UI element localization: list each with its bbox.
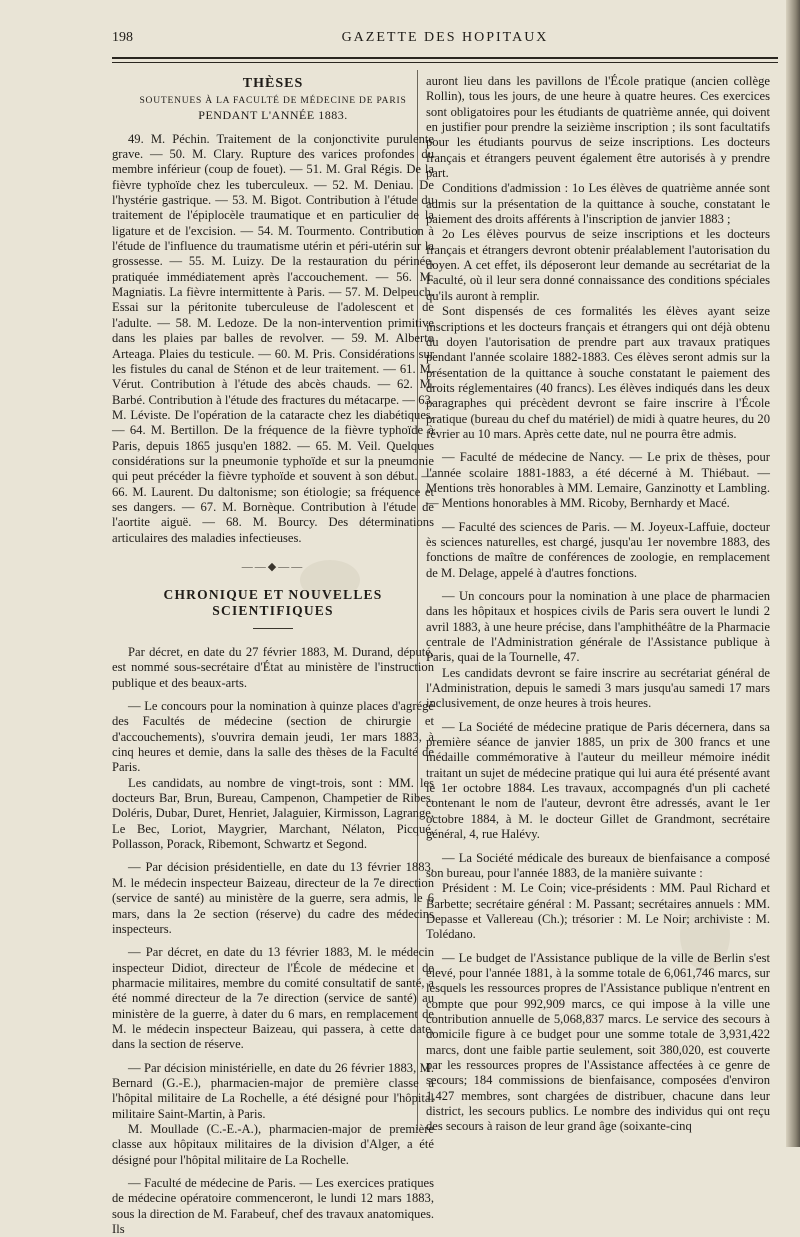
running-title: GAZETTE DES HOPITAUX bbox=[341, 30, 549, 45]
theses-title: THÈSES bbox=[242, 76, 304, 91]
news-paragraph: 2o Les élèves pourvus de seize inscriptions et les docteurs français et étrangers devront obtenir préalablement l'autorisation du doyen. A cet effet, ils déposeront leur demande au secrétariat de la Faculté, où il leur sera donné connaissance des conditions spéciales qu'ils auront à remplir. bbox=[426, 227, 770, 303]
news-paragraph: — Le budget de l'Assistance publique de la ville de Berlin s'est élevé, pour l'année 1881, à la somme totale de 6,061,746 marcs, sur lesquels les ressources propres de l'Assistance publique n'entrent en compte que pour 992,909 marcs, ce qui impose à la ville une contribution annuelle de 5,068,837 marcs. Le service des secours à domicile figure à ce budget pour une somme totale de 3,931,422 marcs, dont une faible partie seulement, soit 380,020, est couverte par les ressources propres de l'Assistance affectées à ce genre de secours; 184 commissions de bienfaisance, composées d'environ 1,427 membres, sont chargées de distribuer, chacune dans leur district, les secours publics. Le nombre des individus qui ont reçu des secours à raison de leur grand âge (soixante-cinq bbox=[426, 950, 770, 1134]
news-paragraph: — Par décision ministérielle, en date du 26 février 1883, M. Bernard (G.-E.), pharmacien-major de première classe à l'hôpital militaire de La Rochelle, a été désigné pour l'hôpital militaire Saint-Martin, à Paris. bbox=[112, 1060, 434, 1121]
news-paragraph: Par décret, en date du 27 février 1883, M. Durand, député, est nommé sous-secrétaire d'État au ministère de l'instruction publique et des beaux-arts. bbox=[112, 645, 434, 690]
theses-subtitle: SOUTENUES À LA FACULTÉ DE MÉDECINE DE PARIS bbox=[139, 96, 407, 107]
news-paragraph: — Le concours pour la nomination à quinze places d'agrégé des Facultés de médecine (section de chirurgie et d'accouchements), s'ouvrira demain jeudi, 1er mars 1883, à cinq heures et demie, dans la salle des thèses de la Faculté de Paris. bbox=[112, 699, 434, 775]
page-number: 198 bbox=[112, 30, 133, 45]
news-paragraph: — Faculté de médecine de Paris. — Les exercices pratiques de médecine opératoire commenceront, le lundi 12 mars 1883, sous la direction de M. Farabeuf, chef des travaux anatomiques. Ils bbox=[112, 1176, 434, 1237]
news-paragraph: Les candidats devront se faire inscrire au secrétariat général de l'Administration, depuis le samedi 3 mars jusqu'au samedi 17 mars inclusivement, de onze heures à trois heures. bbox=[426, 665, 770, 711]
news-paragraph: Conditions d'admission : 1o Les élèves de quatrième année sont admis sur la présentation de la quittance à souche, constatant le paiement des droits afférents à l'inscription de janvier 1883 ; bbox=[426, 181, 770, 227]
left-column bbox=[112, 74, 434, 1237]
news-paragraph: — Un concours pour la nomination à une place de pharmacien dans les hôpitaux et hospices civils de Paris sera ouvert le lundi 2 avril 1883, à une heure précise, dans l'amphithéâtre de la Pharmacie centrale de l'Administration générale de l'Assistance publique à Paris, quai de la Tournelle, 47. bbox=[426, 589, 770, 665]
chronique-title: CHRONIQUE ET NOUVELLES SCIENTIFIQUES bbox=[163, 587, 383, 618]
header-rule-thick bbox=[112, 57, 778, 59]
news-paragraph: — Par décision présidentielle, en date du 13 février 1883, M. le médecin inspecteur Baizeau, directeur de la 7e direction (service de santé) au ministère de la guerre, sera admis, le 6 mars, dans la 2e section (réserve) du cadre des médecins inspecteurs. bbox=[112, 860, 434, 936]
news-paragraph: Sont dispensés de ces formalités les élèves ayant seize inscriptions et les docteurs français et étrangers qui ont déjà obtenu du doyen l'autorisation de prendre part aux travaux pratiques pendant l'année scolaire 1882-1883. Ces élèves seront admis sur la présentation de la quittance à souche constatant le paiement des droits réglementaires (40 francs). Les élèves indiqués dans les deux paragraphes qui précèdent devront se faire inscrire à l'École pratique (bureau du chef du matériel) de midi à quatre heures, du 20 février au 10 mars. Après cette date, nul ne pourra être admis. bbox=[426, 304, 770, 441]
news-paragraph: auront lieu dans les pavillons de l'École pratique (ancien collège Rollin), tous les jours, de une heure à quatre heures. Ces exercices sont obligatoires pour les étudiants de quatrième année, qui doivent en justifier pour prendre la seizième inscription ; ils sont facultatifs pour les étudiants pourvus de seize inscriptions. Les docteurs français et étrangers peuvent également être autorisés à y prendre part. bbox=[426, 74, 770, 181]
section-ornament: ——◆—— bbox=[241, 560, 305, 573]
page-header bbox=[112, 30, 778, 52]
header-rule-thin bbox=[112, 62, 778, 63]
theses-subtitle-year: PENDANT L'ANNÉE 1883. bbox=[198, 108, 348, 123]
news-paragraph: Président : M. Le Coin; vice-présidents : MM. Paul Richard et Barbette; secrétaire général : M. Passant; secrétaires annuels : MM. Depasse et Vallereau (Ch.); trésorier : M. Le Noir; archiviste : M. Tolédano. bbox=[426, 881, 770, 942]
news-paragraph: Les candidats, au nombre de vingt-trois, sont : MM. les docteurs Bar, Brun, Bureau, Campenon, Champetier de Ribes, Doléris, Dubar, Duret, Henriet, Jalaguier, Kirmisson, Lagrange, Le Bec, Loriot, Maygrier, Marchant, Nélaton, Picqué, Pollasson, Porack, Ribemont, Schwartz et Segond. bbox=[112, 775, 434, 852]
right-column bbox=[426, 74, 770, 1135]
news-paragraph: — Faculté de médecine de Nancy. — Le prix de thèses, pour l'année scolaire 1881-1883, a été décerné à M. Thiébaut. — Mentions très honorables à MM. Lemaire, Ganzinotty et Lambling. — Mentions honorables à MM. Ricoby, Bernhardy et Macé. bbox=[426, 450, 770, 511]
news-paragraph: — Par décret, en date du 13 février 1883, M. le médecin inspecteur Didiot, directeur de l'École de médecine et de pharmacie militaires, membre du comité consultatif de santé, a été nommé directeur de la 7e direction (service de santé) au ministère de la guerre, à dater du 6 mars, en remplacement de M. le médecin inspecteur Baizeau, qui passera, à cette date, dans la section de réserve. bbox=[112, 945, 434, 1052]
page-edge bbox=[786, 0, 800, 1147]
news-paragraph: — Faculté des sciences de Paris. — M. Joyeux-Laffuie, docteur ès sciences naturelles, est chargé, jusqu'au 1er novembre 1883, des fonctions de maître de conférences de zoologie, en remplacement de M. Delage, appelé à d'autres fonctions. bbox=[426, 519, 770, 580]
chronique-rule bbox=[253, 628, 293, 629]
news-paragraph: — La Société de médecine pratique de Paris décernera, dans sa première séance de janvier 1885, un prix de 300 francs et une médaille commémorative à l'auteur du meilleur mémoire inédit traitant un sujet de médecine pratique qui lui aura été présenté avant le 1er octobre 1884. Les travaux, accompagnés d'un pli cacheté contenant le nom de l'auteur, devront être adressés, avant le 1er octobre 1884, à M. le docteur Gillet de Grandmont, secrétaire général, 4, rue Halévy. bbox=[426, 719, 770, 842]
news-paragraph: M. Moullade (C.-E.-A.), pharmacien-major de première classe aux hôpitaux militaires de la division d'Alger, a été désigné pour l'hôpital militaire de La Rochelle. bbox=[112, 1121, 434, 1167]
theses-list: 49. M. Péchin. Traitement de la conjonctivite purulente grave. — 50. M. Clary. Rupture des varices profondes du membre inférieur (coup de fouet). — 51. M. Gral Régis. De la fièvre typhoïde chez les tuberculeux. — 52. M. Deniau. De l'hystérie gastrique. — 53. M. Bigot. Contribution à l'étude du traitement de l'épiplocèle traumatique et en particulier de la ligature et de l'excision. — 54. M. Tourmento. Contribution à l'étude de l'influence du traumatisme utérin et péri-utérin sur la grossesse. — 55. M. Luizy. De la restauration du périnée, pratiquée immédiatement après l'accouchement. — 56. M. Magniatis. La fièvre intermittente à Paris. — 57. M. Delpeuch. Essai sur la péritonite tuberculeuse de l'adolescent et de l'adulte. — 58. M. Ledoze. De la non-intervention primitive dans les plaies par balles de revolver. — 59. M. Alberto Arteaga. Plaies du testicule. — 60. M. Pris. Considérations sur les fistules du canal de Sténon et de leur traitement. — 61. M. Vérut. Contribution à l'étude des abcès chauds. — 62. M. Barbé. Contribution à l'étude des fractures du métacarpe. — 63. M. Léviste. De l'opération de la cataracte chez les diabétiques. — 64. M. Bertillon. De la fréquence de la fièvre typhoïde à Paris, depuis 1865 jusqu'en 1882. — 65. M. Veil. Quelques considérations sur la pneumonie typhoïde et sur la pneumonie qui peut précéder la fièvre typhoïde et souvent à son début. — 66. M. Laurent. Du daltonisme; son étiologie; sa fréquence et ses dangers. — 67. M. Bornèque. Contribution à l'étude de l'aortite aiguë. — 68. M. Bourcy. Des déterminations articulaires des maladies infectieuses. bbox=[112, 131, 434, 545]
news-paragraph: — La Société médicale des bureaux de bienfaisance a composé son bureau, pour l'année 1883, de la manière suivante : bbox=[426, 850, 770, 880]
